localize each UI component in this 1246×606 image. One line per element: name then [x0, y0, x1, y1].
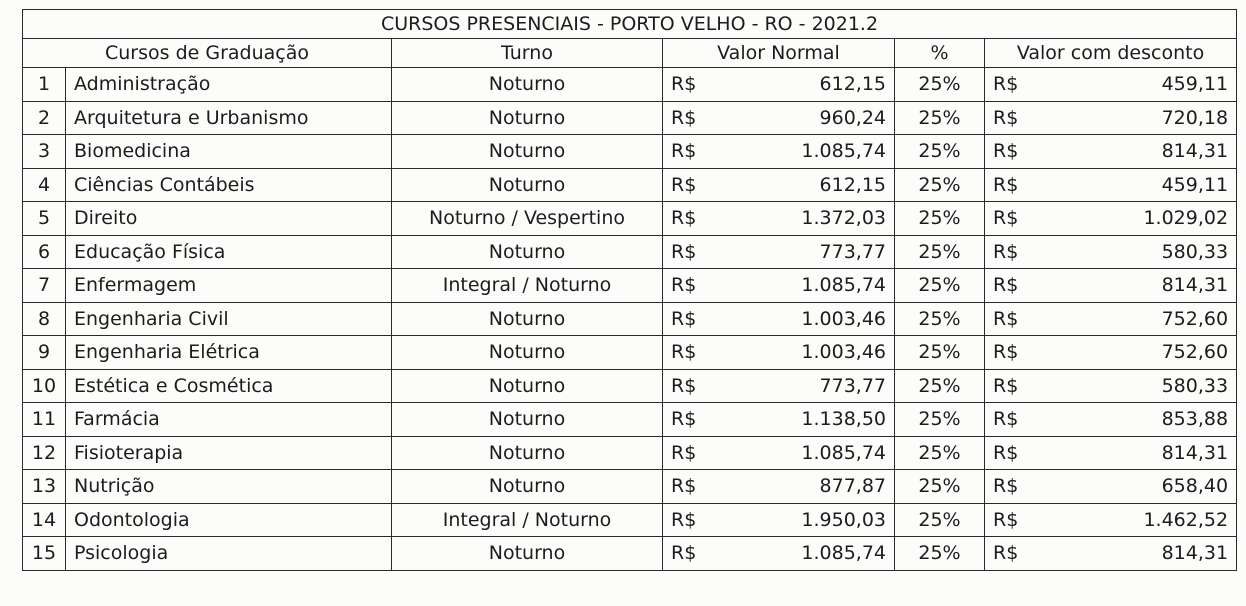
row-number: 13 — [23, 470, 66, 504]
discount-price-cell — [985, 503, 1237, 537]
table-row — [23, 403, 1237, 437]
shift: Integral / Noturno — [392, 503, 663, 537]
normal-price: 1.085,74 — [801, 542, 886, 565]
course-name: Estética e Cosmética — [66, 369, 392, 403]
discount-price-cell — [985, 68, 1237, 102]
currency-symbol: R$ — [993, 207, 1019, 230]
header-shift: Turno — [392, 39, 663, 68]
normal-price-cell — [663, 135, 895, 169]
currency-symbol: R$ — [993, 307, 1019, 330]
discount-percent: 25% — [895, 369, 985, 403]
header-normal-price: Valor Normal — [663, 39, 895, 68]
course-name: Ciências Contábeis — [66, 168, 392, 202]
normal-price-cell — [663, 235, 895, 269]
currency-symbol: R$ — [993, 441, 1019, 464]
normal-price: 1.085,74 — [801, 441, 886, 464]
shift: Noturno — [392, 403, 663, 437]
course-name: Biomedicina — [66, 135, 392, 169]
discount-price-cell — [985, 302, 1237, 336]
discount-percent: 25% — [895, 336, 985, 370]
discount-price-cell — [985, 470, 1237, 504]
discount-price: 814,31 — [1161, 140, 1229, 163]
currency-symbol: R$ — [671, 240, 697, 263]
normal-price: 1.138,50 — [801, 408, 886, 431]
shift: Noturno — [392, 470, 663, 504]
discount-price: 814,31 — [1161, 441, 1229, 464]
currency-symbol: R$ — [993, 508, 1019, 531]
currency-symbol: R$ — [671, 441, 697, 464]
discount-price: 853,88 — [1161, 408, 1229, 431]
discount-price-cell — [985, 235, 1237, 269]
shift: Noturno — [392, 135, 663, 169]
normal-price: 960,24 — [819, 106, 886, 129]
discount-percent: 25% — [895, 68, 985, 102]
normal-price-cell — [663, 403, 895, 437]
discount-price-cell — [985, 336, 1237, 370]
currency-symbol: R$ — [671, 374, 697, 397]
discount-percent: 25% — [895, 168, 985, 202]
normal-price-cell — [663, 202, 895, 236]
currency-symbol: R$ — [993, 240, 1019, 263]
discount-price-cell — [985, 436, 1237, 470]
table-row — [23, 168, 1237, 202]
discount-percent: 25% — [895, 101, 985, 135]
discount-price: 814,31 — [1161, 274, 1229, 297]
discount-price-cell — [985, 202, 1237, 236]
currency-symbol: R$ — [671, 508, 697, 531]
normal-price: 1.372,03 — [801, 207, 886, 230]
table-row — [23, 503, 1237, 537]
row-number: 9 — [23, 336, 66, 370]
discount-price-cell — [985, 537, 1237, 571]
currency-symbol: R$ — [993, 374, 1019, 397]
currency-symbol: R$ — [993, 140, 1019, 163]
currency-symbol: R$ — [671, 73, 697, 96]
course-name: Direito — [66, 202, 392, 236]
discount-percent: 25% — [895, 537, 985, 571]
normal-price: 1.085,74 — [801, 140, 886, 163]
normal-price: 877,87 — [819, 475, 886, 498]
table-row — [23, 68, 1237, 102]
row-number: 10 — [23, 369, 66, 403]
row-number: 4 — [23, 168, 66, 202]
discount-price-cell — [985, 403, 1237, 437]
course-name: Educação Física — [66, 235, 392, 269]
table-row — [23, 436, 1237, 470]
discount-percent: 25% — [895, 470, 985, 504]
discount-percent: 25% — [895, 235, 985, 269]
normal-price: 1.950,03 — [801, 508, 886, 531]
header-course: Cursos de Graduação — [23, 39, 392, 68]
title-row — [23, 10, 1237, 39]
discount-price: 1.029,02 — [1143, 207, 1229, 230]
table-row — [23, 101, 1237, 135]
discount-price: 459,11 — [1161, 173, 1229, 196]
discount-price-cell — [985, 369, 1237, 403]
currency-symbol: R$ — [993, 274, 1019, 297]
table-row — [23, 537, 1237, 571]
normal-price-cell — [663, 369, 895, 403]
currency-symbol: R$ — [993, 341, 1019, 364]
header-percent: % — [895, 39, 985, 68]
shift: Noturno / Vespertino — [392, 202, 663, 236]
normal-price-cell — [663, 68, 895, 102]
row-number: 2 — [23, 101, 66, 135]
currency-symbol: R$ — [993, 106, 1019, 129]
row-number: 6 — [23, 235, 66, 269]
normal-price-cell — [663, 302, 895, 336]
normal-price: 773,77 — [819, 374, 886, 397]
row-number: 3 — [23, 135, 66, 169]
table-row — [23, 269, 1237, 303]
shift: Noturno — [392, 336, 663, 370]
normal-price: 612,15 — [819, 173, 886, 196]
currency-symbol: R$ — [671, 106, 697, 129]
normal-price-cell — [663, 470, 895, 504]
course-name: Administração — [66, 68, 392, 102]
discount-price: 459,11 — [1161, 73, 1229, 96]
currency-symbol: R$ — [993, 173, 1019, 196]
normal-price-cell — [663, 537, 895, 571]
course-name: Fisioterapia — [66, 436, 392, 470]
table-row — [23, 336, 1237, 370]
table-row — [23, 135, 1237, 169]
course-name: Engenharia Civil — [66, 302, 392, 336]
row-number: 15 — [23, 537, 66, 571]
discount-percent: 25% — [895, 202, 985, 236]
discount-percent: 25% — [895, 269, 985, 303]
discount-price-cell — [985, 135, 1237, 169]
currency-symbol: R$ — [671, 173, 697, 196]
table-body — [23, 68, 1237, 571]
row-number: 8 — [23, 302, 66, 336]
row-number: 1 — [23, 68, 66, 102]
course-name: Nutrição — [66, 470, 392, 504]
price-table — [22, 9, 1237, 571]
discount-price: 580,33 — [1161, 240, 1229, 263]
discount-price-cell — [985, 168, 1237, 202]
row-number: 5 — [23, 202, 66, 236]
header-row — [23, 39, 1237, 68]
table-row — [23, 202, 1237, 236]
header-discount-price: Valor com desconto — [985, 39, 1237, 68]
course-name: Psicologia — [66, 537, 392, 571]
normal-price-cell — [663, 168, 895, 202]
course-name: Enfermagem — [66, 269, 392, 303]
row-number: 14 — [23, 503, 66, 537]
shift: Noturno — [392, 235, 663, 269]
normal-price: 773,77 — [819, 240, 886, 263]
discount-percent: 25% — [895, 403, 985, 437]
normal-price-cell — [663, 436, 895, 470]
row-number: 11 — [23, 403, 66, 437]
currency-symbol: R$ — [993, 73, 1019, 96]
discount-price-cell — [985, 101, 1237, 135]
shift: Noturno — [392, 101, 663, 135]
currency-symbol: R$ — [993, 542, 1019, 565]
table-row — [23, 235, 1237, 269]
table-row — [23, 470, 1237, 504]
table-row — [23, 369, 1237, 403]
course-name: Arquitetura e Urbanismo — [66, 101, 392, 135]
discount-price: 580,33 — [1161, 374, 1229, 397]
currency-symbol: R$ — [993, 408, 1019, 431]
normal-price: 1.085,74 — [801, 274, 886, 297]
shift: Noturno — [392, 302, 663, 336]
currency-symbol: R$ — [671, 542, 697, 565]
discount-price-cell — [985, 269, 1237, 303]
discount-price: 752,60 — [1161, 341, 1229, 364]
shift: Noturno — [392, 369, 663, 403]
normal-price-cell — [663, 101, 895, 135]
currency-symbol: R$ — [671, 341, 697, 364]
discount-price: 752,60 — [1161, 307, 1229, 330]
shift: Integral / Noturno — [392, 269, 663, 303]
normal-price-cell — [663, 269, 895, 303]
currency-symbol: R$ — [671, 274, 697, 297]
course-name: Farmácia — [66, 403, 392, 437]
currency-symbol: R$ — [993, 475, 1019, 498]
discount-percent: 25% — [895, 302, 985, 336]
normal-price: 1.003,46 — [801, 307, 886, 330]
course-name: Odontologia — [66, 503, 392, 537]
table-title: CURSOS PRESENCIAIS - PORTO VELHO - RO - 2021.2 — [23, 10, 1237, 39]
discount-percent: 25% — [895, 436, 985, 470]
discount-percent: 25% — [895, 503, 985, 537]
currency-symbol: R$ — [671, 475, 697, 498]
currency-symbol: R$ — [671, 140, 697, 163]
normal-price-cell — [663, 503, 895, 537]
table-row — [23, 302, 1237, 336]
shift: Noturno — [392, 436, 663, 470]
normal-price-cell — [663, 336, 895, 370]
discount-percent: 25% — [895, 135, 985, 169]
shift: Noturno — [392, 168, 663, 202]
normal-price: 1.003,46 — [801, 341, 886, 364]
row-number: 7 — [23, 269, 66, 303]
discount-price: 1.462,52 — [1143, 508, 1229, 531]
currency-symbol: R$ — [671, 207, 697, 230]
row-number: 12 — [23, 436, 66, 470]
shift: Noturno — [392, 537, 663, 571]
discount-price: 814,31 — [1161, 542, 1229, 565]
currency-symbol: R$ — [671, 408, 697, 431]
discount-price: 658,40 — [1161, 475, 1229, 498]
course-name: Engenharia Elétrica — [66, 336, 392, 370]
normal-price: 612,15 — [819, 73, 886, 96]
discount-price: 720,18 — [1161, 106, 1229, 129]
shift: Noturno — [392, 68, 663, 102]
currency-symbol: R$ — [671, 307, 697, 330]
